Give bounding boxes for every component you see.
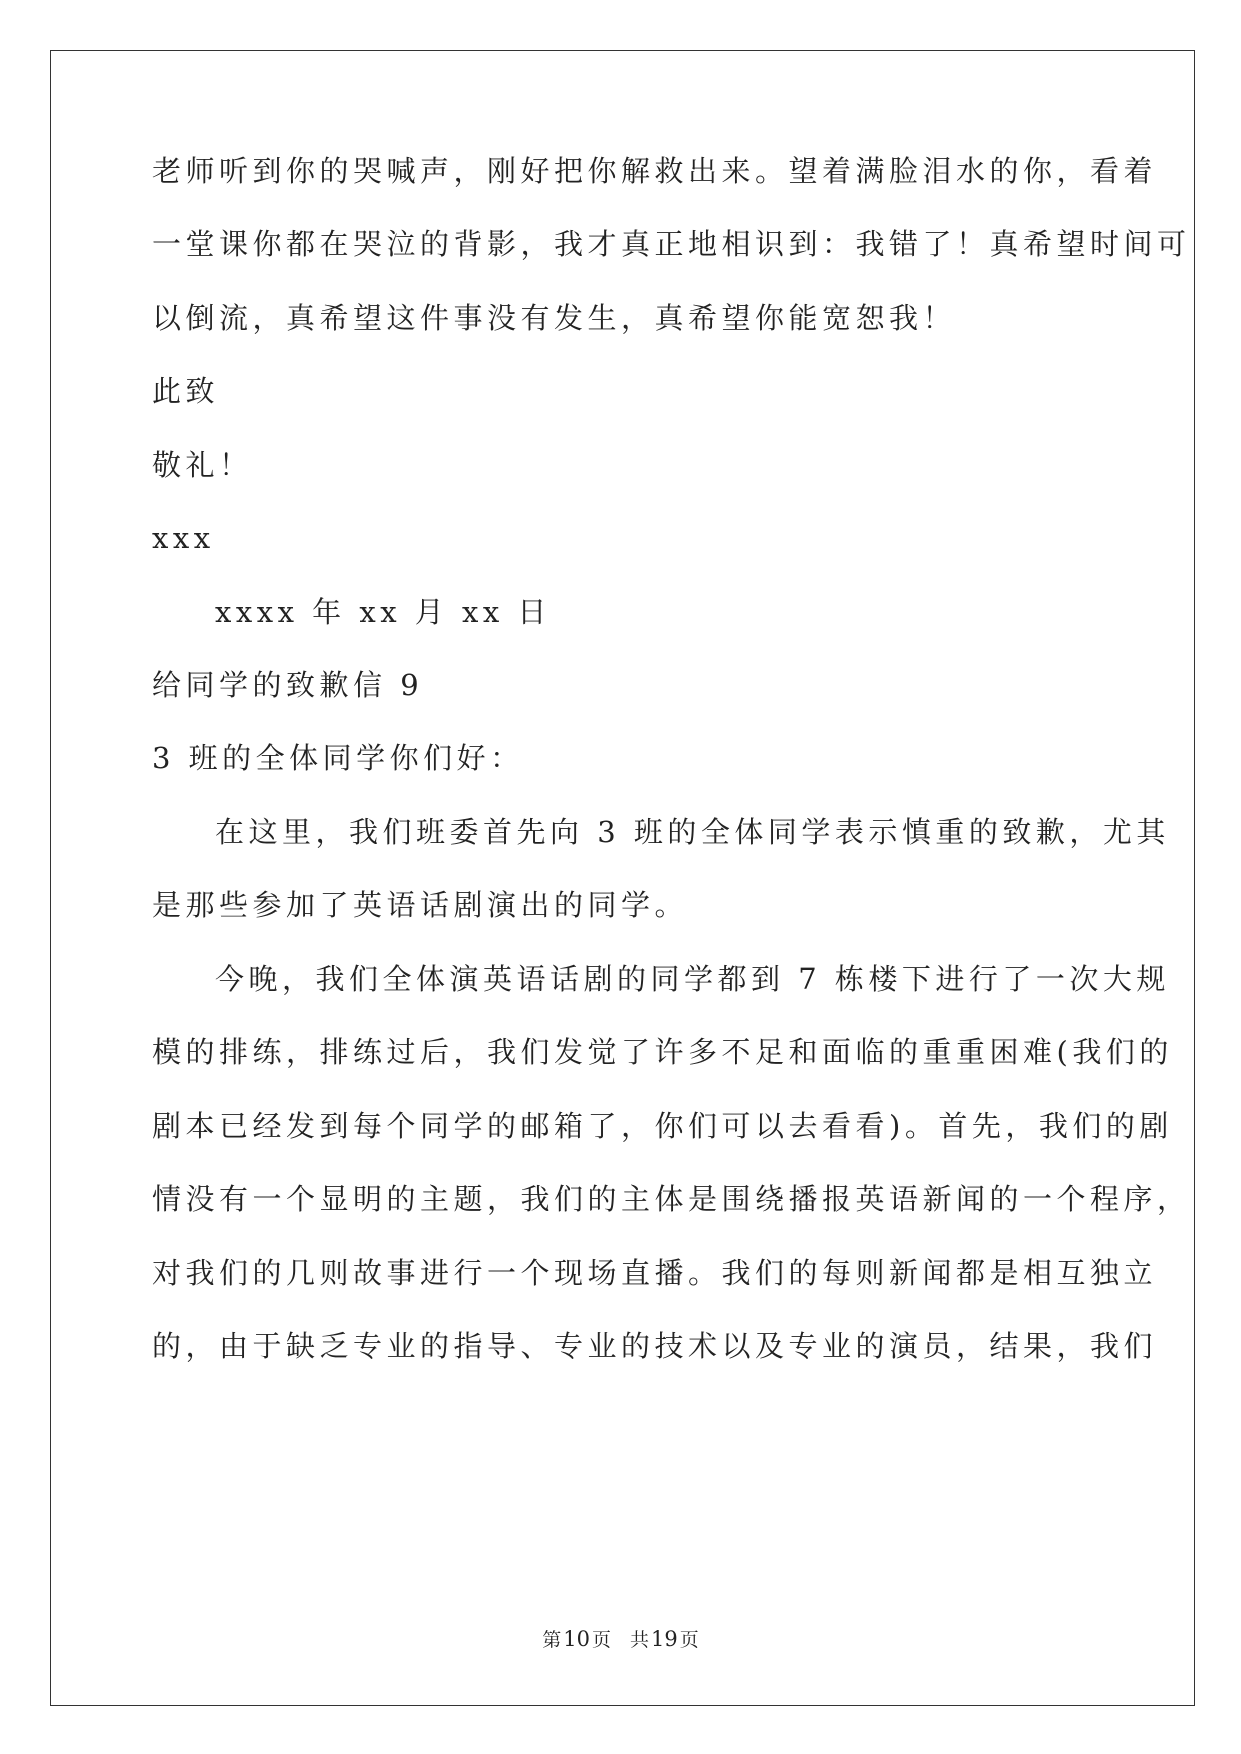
page-border [50, 50, 1195, 1706]
footer-prefix: 第 [542, 1629, 562, 1651]
text-line: 的，由于缺乏专业的指导、专业的技术以及专业的演员，结果，我们 [152, 1329, 1158, 1363]
text-line: 老师听到你的哭喊声，刚好把你解救出来。望着满脸泪水的你，看着 [152, 154, 1158, 188]
date-line: xxxx 年 xx 月 xx 日 [215, 595, 551, 629]
closing-regards: 敬礼！ [152, 448, 253, 482]
text-line: 情没有一个显明的主题，我们的主体是围绕播报英语新闻的一个程序， [152, 1182, 1191, 1216]
footer-suffix: 页 [679, 1629, 699, 1651]
page-footer [0, 1627, 1241, 1652]
total-page-number: 19 [651, 1627, 678, 1651]
letter-title: 给同学的致歉信 9 [152, 668, 424, 702]
text-line: 一堂课你都在哭泣的背影，我才真正地相识到：我错了！真希望时间可 [152, 227, 1191, 261]
closing-salutation: 此致 [152, 374, 220, 408]
text-line: 剧本已经发到每个同学的邮箱了，你们可以去看看)。首先，我们的剧 [152, 1109, 1173, 1143]
text-line: 模的排练，排练过后，我们发觉了许多不足和面临的重重困难(我们的 [152, 1035, 1173, 1069]
text-line: 今晚，我们全体演英语话剧的同学都到 7 栋楼下进行了一次大规 [215, 962, 1170, 996]
text-line: 以倒流，真希望这件事没有发生，真希望你能宽恕我！ [152, 301, 957, 335]
greeting: 3 班的全体同学你们好： [152, 741, 524, 775]
current-page-number: 10 [563, 1627, 590, 1651]
text-line: 对我们的几则故事进行一个现场直播。我们的每则新闻都是相互独立 [152, 1256, 1158, 1290]
footer-middle: 页 共 [591, 1629, 649, 1651]
text-line: 在这里，我们班委首先向 3 班的全体同学表示慎重的致歉，尤其 [215, 815, 1170, 849]
text-line: 是那些参加了英语话剧演出的同学。 [152, 888, 689, 922]
signature: xxx [152, 521, 215, 555]
